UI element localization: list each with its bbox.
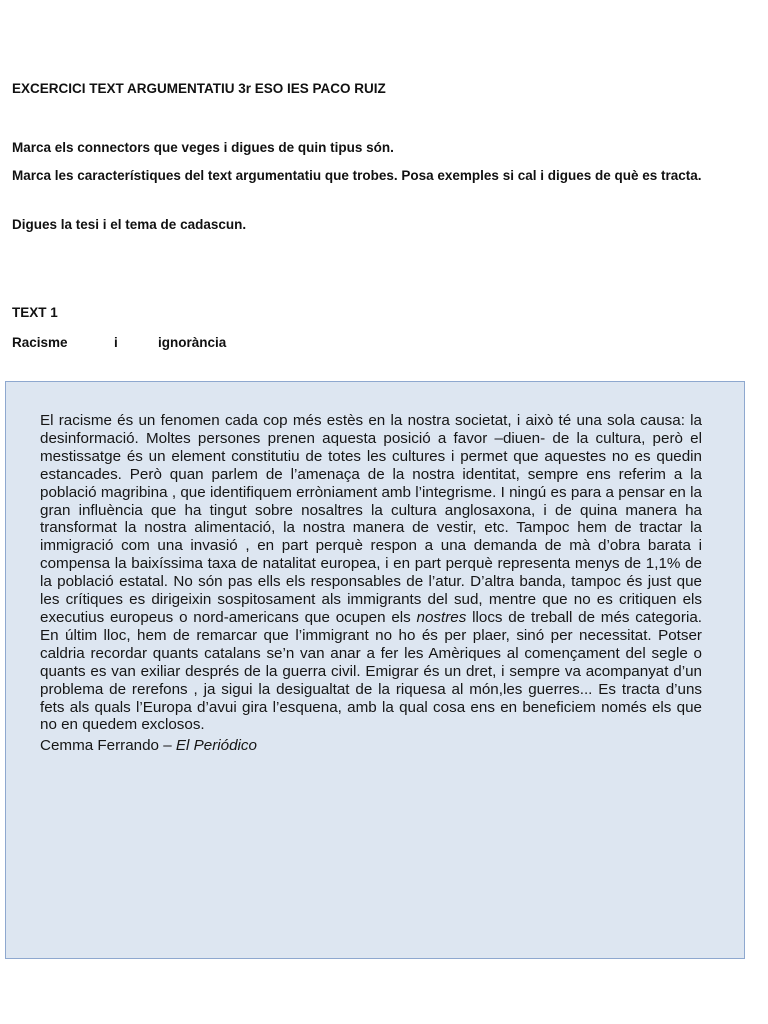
- article-title: [12, 333, 226, 352]
- article-title-word: Racisme: [12, 335, 68, 350]
- article-title-word: i: [114, 335, 118, 350]
- instruction-thesis: Digues la tesi i el tema de cadascun.: [12, 217, 247, 232]
- article-paragraph: [40, 412, 702, 734]
- article-text-part2: llocs de treball de més categoria. En últim lloc, hem de remarcar que l’immigrant no ho és per plaer, sinó per necessitat. Potser caldria recordar quants catalans se’n van anar a fer les Amèriques al començament del segle o quants es van exiliar després de la guerra civil. Emigrar és un dret, i sempre va acompanyat d’un problema de rerefons , ja sigui la desigualtat de la riquesa al món,les guerres... Es tracta d’uns fets als quals l’Europa d’avui gira l’esquena, amb la qual cosa ens en beneficiem només els que no en quedem exclosos.: [40, 608, 702, 734]
- article-signature: [40, 737, 257, 755]
- article-author: Cemma Ferrando –: [40, 737, 176, 754]
- article-text-part1: El racisme és un fenomen cada cop més estès en la nostra societat, i això té una sola causa: la desinformació. Moltes persones prenen aquesta posició a favor –diuen- de la cultura, però el mestissatge és un element constitutiu de totes les cultures i permet que aquestes no es quedin estancades. Però quan parlem de l’amenaça de la nostra identitat, sempre ens referim a la població magribina , que identifiquem erròniament amb l’integrisme. I ningú es para a pensar en la gran influència que ha tingut sobre nosaltres la cultura anglosaxona, i de quina manera ha transformat la nostra alimentació, la nostra manera de vestir, etc. Tampoc hem de tractar la immigració com una invasió , en part perquè respon a una demanda de mà d’obra barata i compensa la baixíssima taxa de natalitat europea, i en part perquè representa menys de 1,1% de la població estatal. No són pas ells els responsables de l’atur. D’altra banda, tampoc és just que les crítiques es dirigeixin sospitosament als immigrants del sud, mentre que no es critiquen els executius europeus o nord-americans que ocupen els: [40, 412, 702, 626]
- article-italic-word: nostres: [416, 608, 467, 626]
- text-number-label: TEXT 1: [12, 305, 58, 320]
- article-body: [40, 412, 702, 734]
- article-title-word: ignorància: [158, 335, 227, 350]
- instruction-characteristics: Marca les característiques del text argumentatiu que trobes. Posa exemples si cal i digues de què es tracta.: [12, 168, 702, 183]
- instruction-connectors: Marca els connectors que veges i digues de quin tipus són.: [12, 140, 394, 155]
- document-title: EXCERCICI TEXT ARGUMENTATIU 3r ESO IES PACO RUIZ: [12, 81, 386, 96]
- article-source: El Periódico: [175, 737, 257, 754]
